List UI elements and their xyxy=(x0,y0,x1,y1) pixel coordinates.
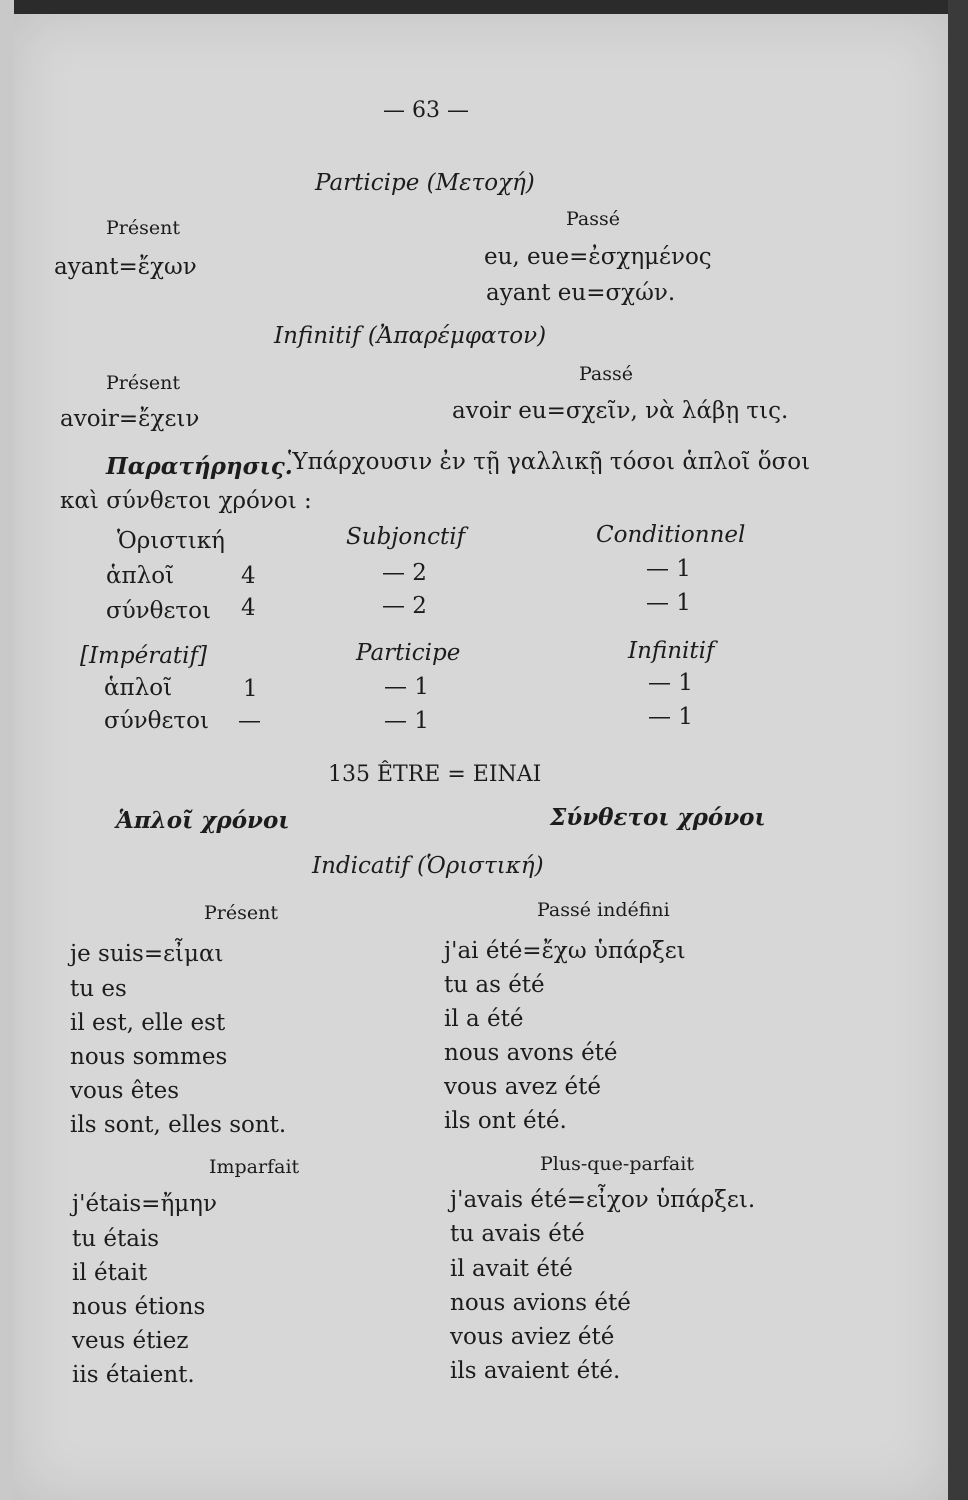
passe-indefini-line: tu as été xyxy=(444,972,545,998)
imparfait-line: tu étais xyxy=(72,1226,160,1252)
table-cell: — 1 xyxy=(384,708,429,734)
remark-text-line-2: καὶ σύνθετοι χρόνοι : xyxy=(60,488,312,514)
participe-present-form: ayant=ἔχων xyxy=(54,254,197,280)
present-line: vous êtes xyxy=(70,1078,180,1104)
passe-indefini-line: vous avez été xyxy=(444,1074,601,1100)
plus-que-parfait-line: nous avions été xyxy=(450,1290,631,1316)
present-line: ils sont, elles sont. xyxy=(70,1112,287,1138)
plus-que-parfait-line: ils avaient été. xyxy=(450,1358,621,1384)
table-cell: — xyxy=(238,708,261,734)
participe-present-label: Présent xyxy=(106,217,180,239)
participe-passe-label: Passé xyxy=(566,208,621,230)
table-head-imperatif: [Impératif] xyxy=(80,643,207,669)
section-title: 135 ÊTRE = ΕΙΝΑΙ xyxy=(328,762,542,787)
table-cell: — 1 xyxy=(384,674,429,700)
imparfait-line: il était xyxy=(72,1260,148,1286)
table-cell: — 1 xyxy=(648,670,693,696)
passe-indefini-line: ils ont été. xyxy=(444,1108,567,1134)
plus-que-parfait-label: Plus-que-parfait xyxy=(540,1153,694,1175)
participe-passe-form-1: eu, eue=ἐσχημένος xyxy=(484,244,712,270)
table-cell: — 1 xyxy=(646,590,691,616)
table-cell: — 1 xyxy=(646,556,691,582)
infinitif-passe-form: avoir eu=σχεῖν, νὰ λάβῃ τις. xyxy=(452,398,789,424)
imparfait-label: Imparfait xyxy=(209,1156,300,1178)
infinitif-present-label: Présent xyxy=(106,372,180,394)
page-left-edge xyxy=(0,0,14,1500)
table-cell: 4 xyxy=(241,563,256,589)
present-line: nous sommes xyxy=(70,1044,228,1070)
imparfait-line: veus étiez xyxy=(72,1328,189,1354)
table-cell: 4 xyxy=(241,595,256,621)
table-row-label: ἁπλοῖ xyxy=(106,563,175,589)
imparfait-line: j'étais=ἤμην xyxy=(72,1191,217,1217)
table-head-subjonctif: Subjonctif xyxy=(346,524,466,550)
page-right-edge xyxy=(948,0,968,1500)
present-line: je suis=εἶμαι xyxy=(70,941,224,967)
infinitif-present-form: avoir=ἔχειν xyxy=(60,406,200,432)
plus-que-parfait-line: tu avais été xyxy=(450,1221,585,1247)
imparfait-line: iis étaient. xyxy=(72,1362,195,1388)
table-row-label: σύνθετοι xyxy=(106,598,212,624)
passe-indefini-label: Passé indéfini xyxy=(537,899,670,921)
simple-tenses-heading: Ἁπλοῖ χρόνοι xyxy=(116,807,290,834)
table-head-infinitif: Infinitif xyxy=(628,638,715,664)
passe-indefini-line: il a été xyxy=(444,1006,524,1032)
imparfait-line: nous étions xyxy=(72,1294,206,1320)
plus-que-parfait-line: vous aviez été xyxy=(450,1324,615,1350)
present-line: tu es xyxy=(70,976,127,1002)
passe-indefini-line: j'ai été=ἔχω ὑπάρξει xyxy=(444,938,686,964)
page-number: — 63 — xyxy=(383,98,469,123)
present-label: Présent xyxy=(204,902,278,924)
table-cell: — 1 xyxy=(648,704,693,730)
table-cell: 1 xyxy=(243,676,258,702)
remark-label: Παρατήρησις. xyxy=(106,453,293,480)
plus-que-parfait-line: il avait été xyxy=(450,1256,573,1282)
table-row-label: σύνθετοι xyxy=(104,708,210,734)
compound-tenses-heading: Σύνθετοι χρόνοι xyxy=(550,804,766,831)
infinitif-passe-label: Passé xyxy=(579,363,634,385)
table-head-conditionnel: Conditionnel xyxy=(596,522,746,548)
table-head-participe: Participe xyxy=(356,640,461,666)
table-row-label: ἁπλοῖ xyxy=(104,675,173,701)
participe-passe-form-2: ayant eu=σχών. xyxy=(486,280,676,306)
plus-que-parfait-line: j'avais été=εἶχον ὑπάρξει. xyxy=(450,1187,756,1213)
indicatif-heading: Indicatif (Ὁριστική) xyxy=(312,853,544,879)
table-head-indicatif: Ὁριστική xyxy=(117,528,225,554)
infinitif-heading: Infinitif (Ἀπαρέμφατον) xyxy=(274,323,547,349)
present-line: il est, elle est xyxy=(70,1010,226,1036)
remark-text-line-1: Ὑπάρχουσιν ἐν τῇ γαλλικῇ τόσοι ἁπλοῖ ὅσοι xyxy=(288,449,811,475)
table-cell: — 2 xyxy=(382,593,427,619)
table-cell: — 2 xyxy=(382,560,427,586)
passe-indefini-line: nous avons été xyxy=(444,1040,618,1066)
participe-heading: Participe (Μετοχή) xyxy=(315,170,535,196)
